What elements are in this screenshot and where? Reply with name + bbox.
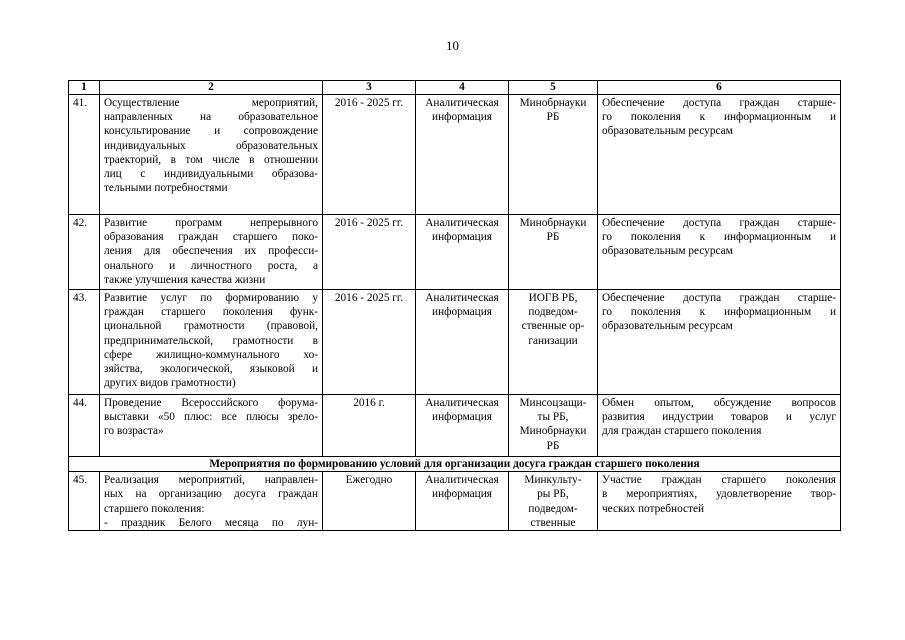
section-title: Мероприятия по формированию условий для организации досуга граждан старшего поколения — [69, 457, 841, 472]
period: Ежегодно — [323, 472, 416, 531]
report-form — [416, 215, 509, 290]
text-line: подведом- — [528, 502, 578, 515]
text-line: Аналитическая — [425, 292, 499, 304]
text-line: Аналитическая — [425, 97, 499, 109]
text-line: Развитие услуг по формированию у — [104, 292, 318, 304]
text-line: ры РБ, — [537, 488, 569, 501]
text-line: РБ — [546, 231, 560, 244]
column-header: 5 — [509, 81, 598, 95]
text-line: ИОГВ РБ, — [528, 292, 578, 304]
text-line: траекторий, в том числе в отношении — [104, 153, 318, 166]
text-line: информация — [432, 231, 492, 244]
expected-result — [598, 472, 841, 531]
report-form — [416, 395, 509, 457]
column-header: 3 — [323, 81, 416, 95]
text-line: также улучшения качества жизни — [104, 273, 266, 286]
text-line: подведом- — [528, 306, 578, 319]
measure-description — [100, 472, 323, 531]
measure-description — [100, 215, 323, 290]
expected-result — [598, 395, 841, 457]
expected-result — [598, 290, 841, 395]
text-line: выставки «50 плюс: все плюсы зрело- — [104, 411, 318, 424]
text-line: Обеспечение доступа граждан старше- — [602, 292, 836, 304]
table-row — [69, 472, 841, 531]
row-number: 43. — [69, 290, 100, 395]
text-line: ных на организацию досуга граждан — [104, 488, 318, 501]
text-line: Проведение Всероссийского форума- — [104, 397, 318, 409]
text-line: го возраста» — [104, 425, 164, 438]
expected-result — [598, 95, 841, 215]
text-line: Минобрнауки — [519, 425, 587, 438]
text-line: ческих потребностей — [602, 502, 705, 515]
column-header: 6 — [598, 81, 841, 95]
measure-description — [100, 95, 323, 215]
section-row — [69, 457, 841, 472]
text-line: сфере жилищно-коммунального хо- — [104, 348, 318, 361]
text-line: Обеспечение доступа граждан старше- — [602, 97, 836, 109]
text-line: тельными потребностями — [104, 182, 228, 195]
column-header: 1 — [69, 81, 100, 95]
period: 2016 - 2025 гг. — [323, 95, 416, 215]
text-line: информация — [432, 411, 492, 424]
text-line: РБ — [546, 111, 560, 124]
text-line: ственные — [530, 516, 576, 529]
text-line: информация — [432, 306, 492, 319]
text-line: Осуществление мероприятий, — [104, 97, 318, 109]
text-line: граждан старшего поколения функ- — [104, 306, 318, 319]
text-line: других видов грамотности) — [104, 377, 236, 390]
text-line: для граждан старшего поколения — [602, 425, 762, 438]
text-line: РБ — [546, 439, 560, 452]
text-line: Реализация мероприятий, направлен- — [104, 474, 318, 487]
measures-table — [68, 80, 841, 531]
row-number: 41. — [69, 95, 100, 215]
text-line: Аналитическая — [425, 397, 499, 409]
text-line: образовательным ресурсам — [602, 320, 733, 333]
text-line: развития индустрии товаров и услуг — [602, 411, 836, 424]
responsible — [509, 95, 598, 215]
period: 2016 г. — [323, 395, 416, 457]
responsible — [509, 215, 598, 290]
table-row — [69, 95, 841, 215]
expected-result — [598, 215, 841, 290]
responsible — [509, 472, 598, 531]
text-line: го поколения к информационным и — [602, 231, 836, 244]
text-line: информация — [432, 111, 492, 124]
report-form — [416, 290, 509, 395]
text-line: предпринимательской, грамотности в — [104, 334, 318, 347]
period: 2016 - 2025 гг. — [323, 215, 416, 290]
text-line: Минобрнауки — [519, 217, 587, 229]
text-line: Минсоцзащи- — [519, 397, 587, 409]
text-line: образования граждан старшего поко- — [104, 231, 318, 244]
text-line: Развитие программ непрерывного — [104, 217, 318, 229]
table-row — [69, 215, 841, 290]
row-number: 45. — [69, 472, 100, 531]
text-line: старшего поколения: — [104, 502, 205, 515]
table-row — [69, 395, 841, 457]
row-number: 44. — [69, 395, 100, 457]
text-line: лиц с индивидуальными образова- — [104, 168, 318, 181]
text-line: ственные ор- — [521, 320, 585, 333]
period: 2016 - 2025 гг. — [323, 290, 416, 395]
row-number: 42. — [69, 215, 100, 290]
text-line: направленных на образовательное — [104, 111, 318, 124]
text-line: Аналитическая — [425, 474, 499, 487]
column-header: 2 — [100, 81, 323, 95]
text-line: индивидуальных образовательных — [104, 139, 318, 152]
text-line: ты РБ, — [537, 411, 569, 424]
text-line: - праздник Белого месяца по лун- — [104, 516, 318, 529]
text-line: ления для обеспечения их професси- — [104, 245, 318, 258]
text-line: образовательным ресурсам — [602, 125, 733, 138]
responsible — [509, 290, 598, 395]
text-line: го поколения к информационным и — [602, 111, 836, 124]
report-form — [416, 95, 509, 215]
page-number: 10 — [446, 38, 459, 53]
measure-description — [100, 290, 323, 395]
responsible — [509, 395, 598, 457]
text-line: го поколения к информационным и — [602, 306, 836, 319]
text-line: Участие граждан старшего поколения — [602, 474, 836, 487]
text-line: ганизации — [528, 334, 578, 347]
text-line: Обмен опытом, обсуждение вопросов — [602, 397, 836, 409]
text-line: Минкульту- — [524, 474, 582, 487]
text-line: Минобрнауки — [519, 97, 587, 109]
text-line: Обеспечение доступа граждан старше- — [602, 217, 836, 229]
header-row — [69, 81, 841, 95]
text-line: циональной грамотности (правовой, — [104, 320, 318, 333]
text-line: информация — [432, 488, 492, 501]
text-line: зяйства, экологической, языковой и — [104, 363, 318, 376]
text-line: образовательным ресурсам — [602, 245, 733, 258]
column-header: 4 — [416, 81, 509, 95]
measure-description — [100, 395, 323, 457]
table-row — [69, 290, 841, 395]
text-line: Аналитическая — [425, 217, 499, 229]
text-line: консультирование и сопровождение — [104, 125, 318, 138]
text-line: в мероприятиях, удовлетворение твор- — [602, 488, 836, 501]
text-line: онального и личностного роста, а — [104, 259, 318, 272]
report-form — [416, 472, 509, 531]
